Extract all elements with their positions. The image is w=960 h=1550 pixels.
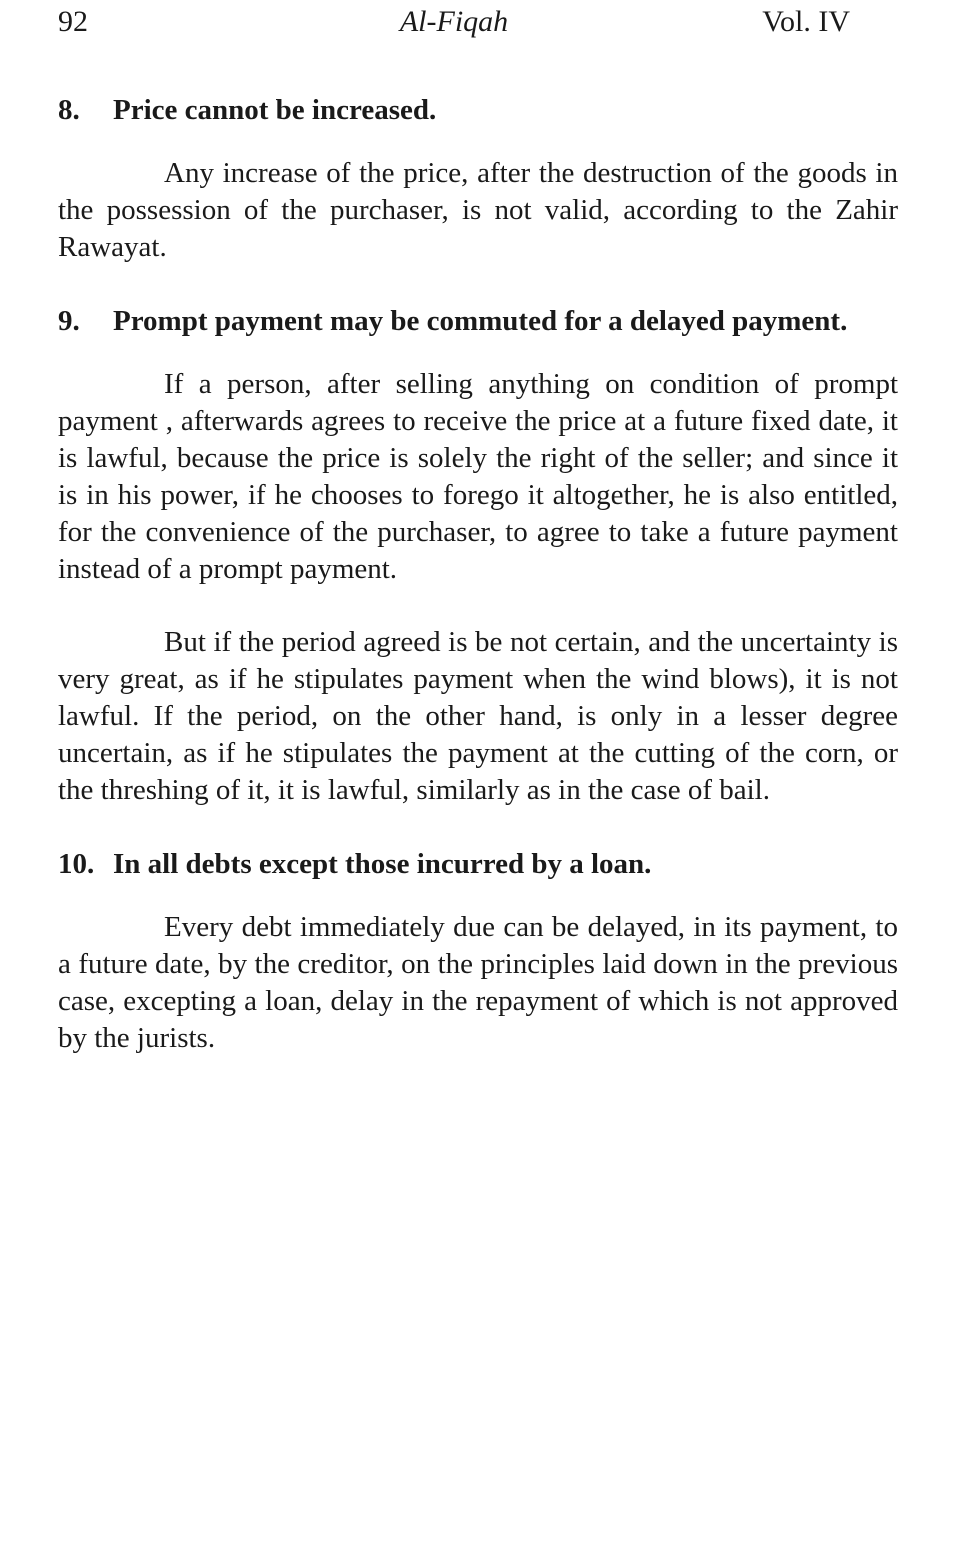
section-heading (58, 846, 898, 883)
section-heading (58, 92, 898, 129)
body-paragraph: If a person, after selling anything on condition of prompt payment , afterwards agrees to receive the price at a future fixed date, it is lawful, because the price is solely the right of the seller; and since it is in his power, if he chooses to forego it altogether, he is also entitled, for the convenience of the purchaser, to agree to take a future payment instead of a prompt payment. (58, 368, 898, 585)
section-number: 9. (58, 305, 80, 337)
section-number: 8. (58, 94, 80, 126)
book-title: Al-Fiqah (399, 5, 509, 38)
section-heading (58, 303, 898, 340)
page-body (58, 92, 898, 1057)
section-number: 10. (58, 848, 95, 880)
body-paragraph: Every debt immediately due can be delayed, in its payment, to a future date, by the creditor, on the principles laid down in the previous case, excepting a loan, delay in the repayment of which is not approved by the jurists. (58, 911, 898, 1054)
body-paragraph: But if the period agreed is be not certain, and the uncertainty is very great, as if he stipulates payment when the wind blows), it is not lawful. If the period, on the other hand, is only in a lesser degree uncertain, as if he stipulates the payment at the cutting of the corn, or the threshing of it, it is lawful, similarly as in the case of bail. (58, 626, 898, 806)
volume-label: Vol. IV (762, 5, 850, 38)
page-number: 92 (58, 5, 88, 38)
section-title: Price cannot be increased. (113, 94, 437, 126)
body-paragraph: Any increase of the price, after the destruction of the goods in the possession of the purchaser, is not valid, according to the Zahir Rawayat. (58, 157, 898, 263)
running-header (58, 2, 850, 42)
section-title: In all debts except those incurred by a loan. (113, 848, 652, 880)
section-title: Prompt payment may be commuted for a delayed payment. (113, 305, 848, 337)
